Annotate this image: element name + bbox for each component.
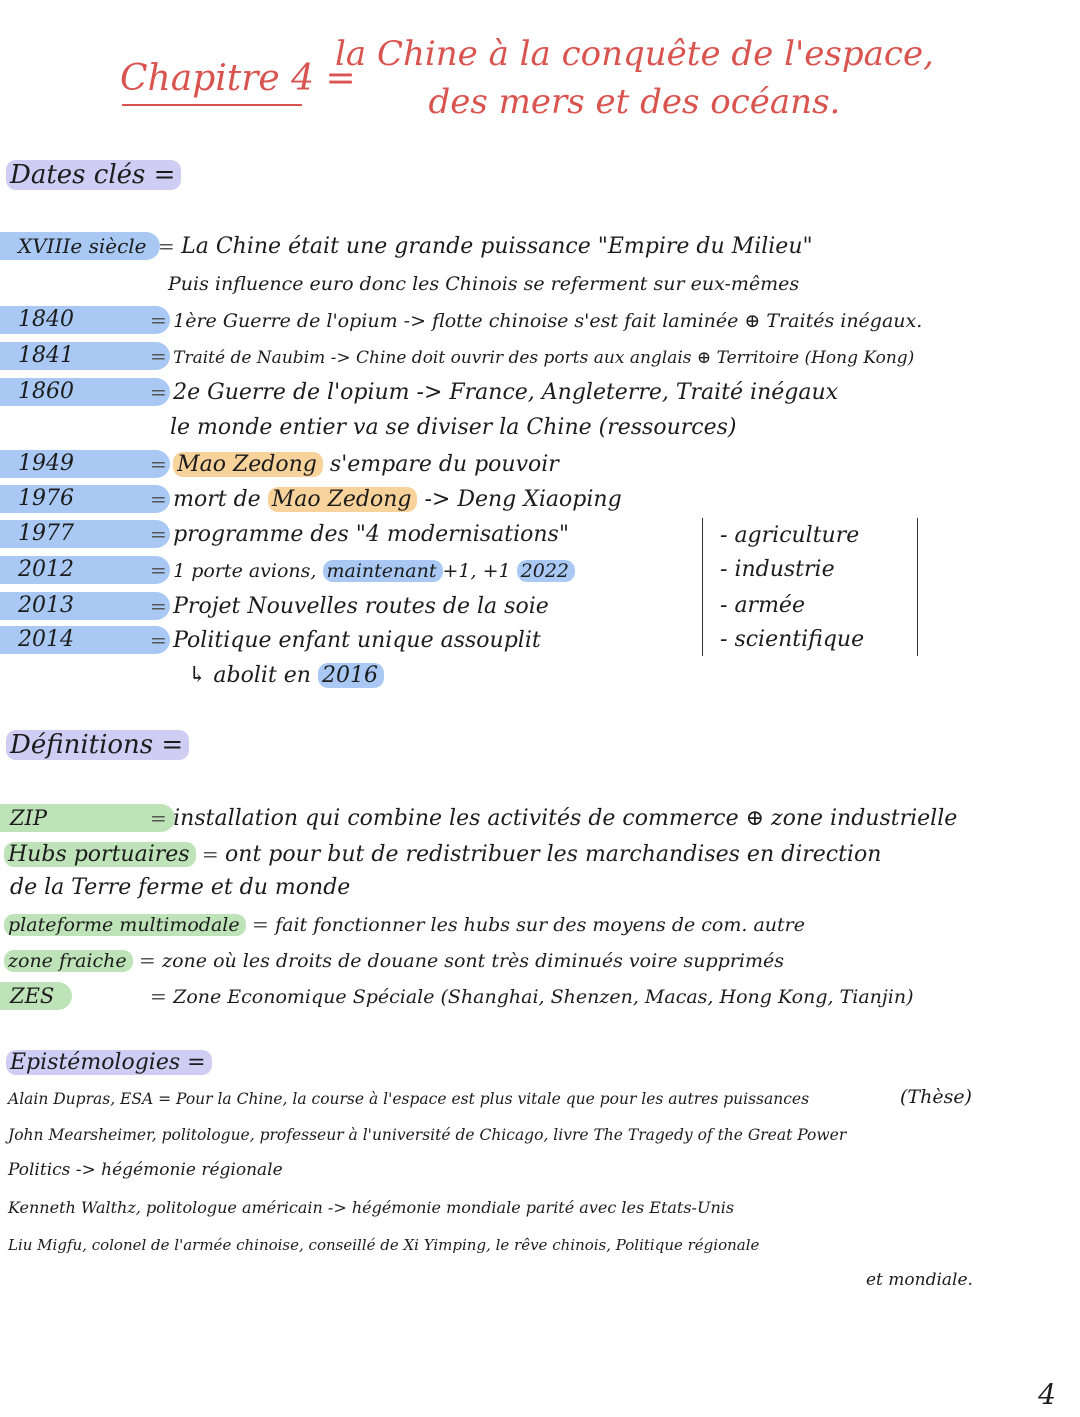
definition-term: ZES [0, 982, 72, 1010]
equals-sign: = [245, 912, 276, 936]
entry-text: Politique enfant unique assouplit [173, 628, 541, 653]
date-entry-text [150, 520, 569, 549]
definition-body: ont pour but de redistribuer les marchandises en direction [225, 842, 882, 867]
entry-text: -> Deng Xiaoping [424, 487, 622, 512]
definition-body: zone où les droits de douane sont très diminués voire supprimés [162, 950, 785, 972]
definitions-heading-label: Définitions = [6, 730, 189, 760]
epistemology-line: John Mearsheimer, politologue, professeur à l'université de Chicago, livre The Tragedy of the Great Power [8, 1126, 847, 1144]
highlight-2022: 2022 [517, 560, 575, 582]
equals-sign: = [150, 806, 174, 830]
date-label: 1977 [0, 520, 170, 548]
date-entry-text [158, 232, 813, 261]
definition-text [4, 910, 805, 939]
date-entry-text [150, 450, 559, 479]
definition-text: de la Terre ferme et du monde [10, 875, 351, 900]
epistemology-line: et mondiale. [866, 1270, 973, 1290]
date-entry-text [150, 626, 541, 655]
date-entry-text [150, 378, 838, 407]
equals-sign: = [150, 522, 174, 546]
definition-term: ZIP [0, 804, 175, 832]
epistemologies-heading [6, 1050, 212, 1075]
equals-sign: = [150, 558, 174, 582]
date-label: 1949 [0, 450, 170, 478]
entry-text: 2e Guerre de l'opium -> France, Angleterre, Traité inégaux [173, 380, 839, 405]
definition-term: zone fraiche [4, 950, 133, 972]
definition-body: Zone Economique Spéciale (Shanghai, Shenzen, Macas, Hong Kong, Tianjin) [173, 986, 914, 1008]
definition-body: installation qui combine les activités de commerce ⊕ zone industrielle [173, 806, 958, 831]
chapter-label: Chapitre 4 = [120, 58, 356, 99]
equals-sign: = [150, 984, 174, 1008]
definition-term: Hubs portuaires [4, 842, 196, 867]
entry-text: Traité de Naubim -> Chine doit ouvrir des ports aux anglais ⊕ Territoire (Hong Kong) [173, 348, 915, 368]
date-entry-text [150, 485, 622, 514]
equals-sign: = [158, 234, 182, 258]
date-entry-text [188, 662, 384, 690]
entry-text-pre: 1 porte avions, [173, 560, 317, 582]
equals-sign: = [150, 594, 174, 618]
modernisation-label: armée [734, 593, 805, 618]
equals-sign: = [150, 344, 174, 368]
definition-body: fait fonctionner les hubs sur des moyens de com. autre [275, 914, 805, 936]
chapter-underline [122, 104, 302, 106]
date-label: 1841 [0, 342, 170, 370]
highlight-2016: 2016 [318, 663, 384, 688]
entry-text: +1, +1 [442, 560, 511, 582]
equals-sign: = [150, 308, 174, 332]
definition-text [4, 840, 881, 869]
epistemology-line: Alain Dupras, ESA = Pour la Chine, la course à l'espace est plus vitale que pour les autres puissances [8, 1090, 810, 1108]
modernisation-item: - armée [720, 593, 805, 618]
definition-text [4, 946, 784, 975]
chapter-title-line-1: la Chine à la conquête de l'espace, [335, 34, 934, 74]
date-label: 1860 [0, 378, 170, 406]
epistemology-line: Politics -> hégémonie régionale [8, 1160, 283, 1180]
epistemologies-heading-label: Epistémologies = [6, 1050, 212, 1075]
date-label: 1976 [0, 485, 170, 513]
equals-sign: = [150, 487, 174, 511]
modernisation-item: - agriculture [720, 523, 860, 548]
epistemology-line: Liu Migfu, colonel de l'armée chinoise, conseillé de Xi Yimping, le rêve chinois, Politique régionale [8, 1236, 760, 1254]
entry-text: Projet Nouvelles routes de la soie [173, 594, 549, 619]
epistemology-line: (Thèse) [900, 1086, 972, 1108]
equals-sign: = [150, 628, 174, 652]
definition-term: plateforme multimodale [4, 914, 246, 936]
modernisation-item: - industrie [720, 557, 835, 582]
chapter-title-line-2: des mers et des océans. [428, 82, 841, 122]
date-entry-text: le monde entier va se diviser la Chine (ressources) [170, 415, 737, 440]
date-entry-text [150, 556, 575, 585]
entry-text-pre: ↳ abolit en [188, 663, 311, 688]
modernisation-label: scientifique [734, 627, 865, 652]
date-label: 2013 [0, 592, 170, 620]
page-number: 4 [1038, 1378, 1056, 1411]
epistemology-line: Kenneth Walthz, politologue américain -> hégémonie mondiale parité avec les Etats-Unis [8, 1198, 735, 1217]
date-entry-text [150, 342, 914, 372]
date-label: 2014 [0, 626, 170, 654]
equals-sign: = [132, 948, 163, 972]
highlight-maintenant: maintenant [323, 560, 443, 582]
modernisation-label: agriculture [734, 523, 860, 548]
date-label: 1840 [0, 306, 170, 334]
chapter-title [335, 30, 934, 126]
date-entry-text: Puis influence euro donc les Chinois se referment sur eux-mêmes [168, 273, 800, 295]
definitions-heading [6, 730, 189, 760]
highlight-mao: Mao Zedong [173, 452, 323, 477]
definition-text [150, 982, 914, 1011]
highlight-mao: Mao Zedong [268, 487, 418, 512]
modernisation-item: - scientifique [720, 627, 865, 652]
entry-text: La Chine était une grande puissance "Empire du Milieu" [181, 234, 813, 259]
entry-text: s'empare du pouvoir [329, 452, 559, 477]
definition-text [150, 804, 957, 833]
entry-text-pre: mort de [173, 487, 261, 512]
equals-sign: = [150, 452, 174, 476]
date-label: XVIIIe siècle [0, 232, 160, 260]
modernisation-label: industrie [734, 557, 835, 582]
date-entry-text [150, 592, 549, 621]
dates-heading [6, 160, 181, 190]
date-entry-text [150, 306, 922, 335]
date-label: 2012 [0, 556, 170, 584]
entry-text: programme des "4 modernisations" [173, 522, 569, 547]
equals-sign: = [195, 842, 226, 866]
equals-sign: = [150, 380, 174, 404]
dates-heading-label: Dates clés = [6, 160, 181, 190]
entry-text: 1ère Guerre de l'opium -> flotte chinoise s'est fait laminée ⊕ Traités inégaux. [173, 310, 923, 332]
